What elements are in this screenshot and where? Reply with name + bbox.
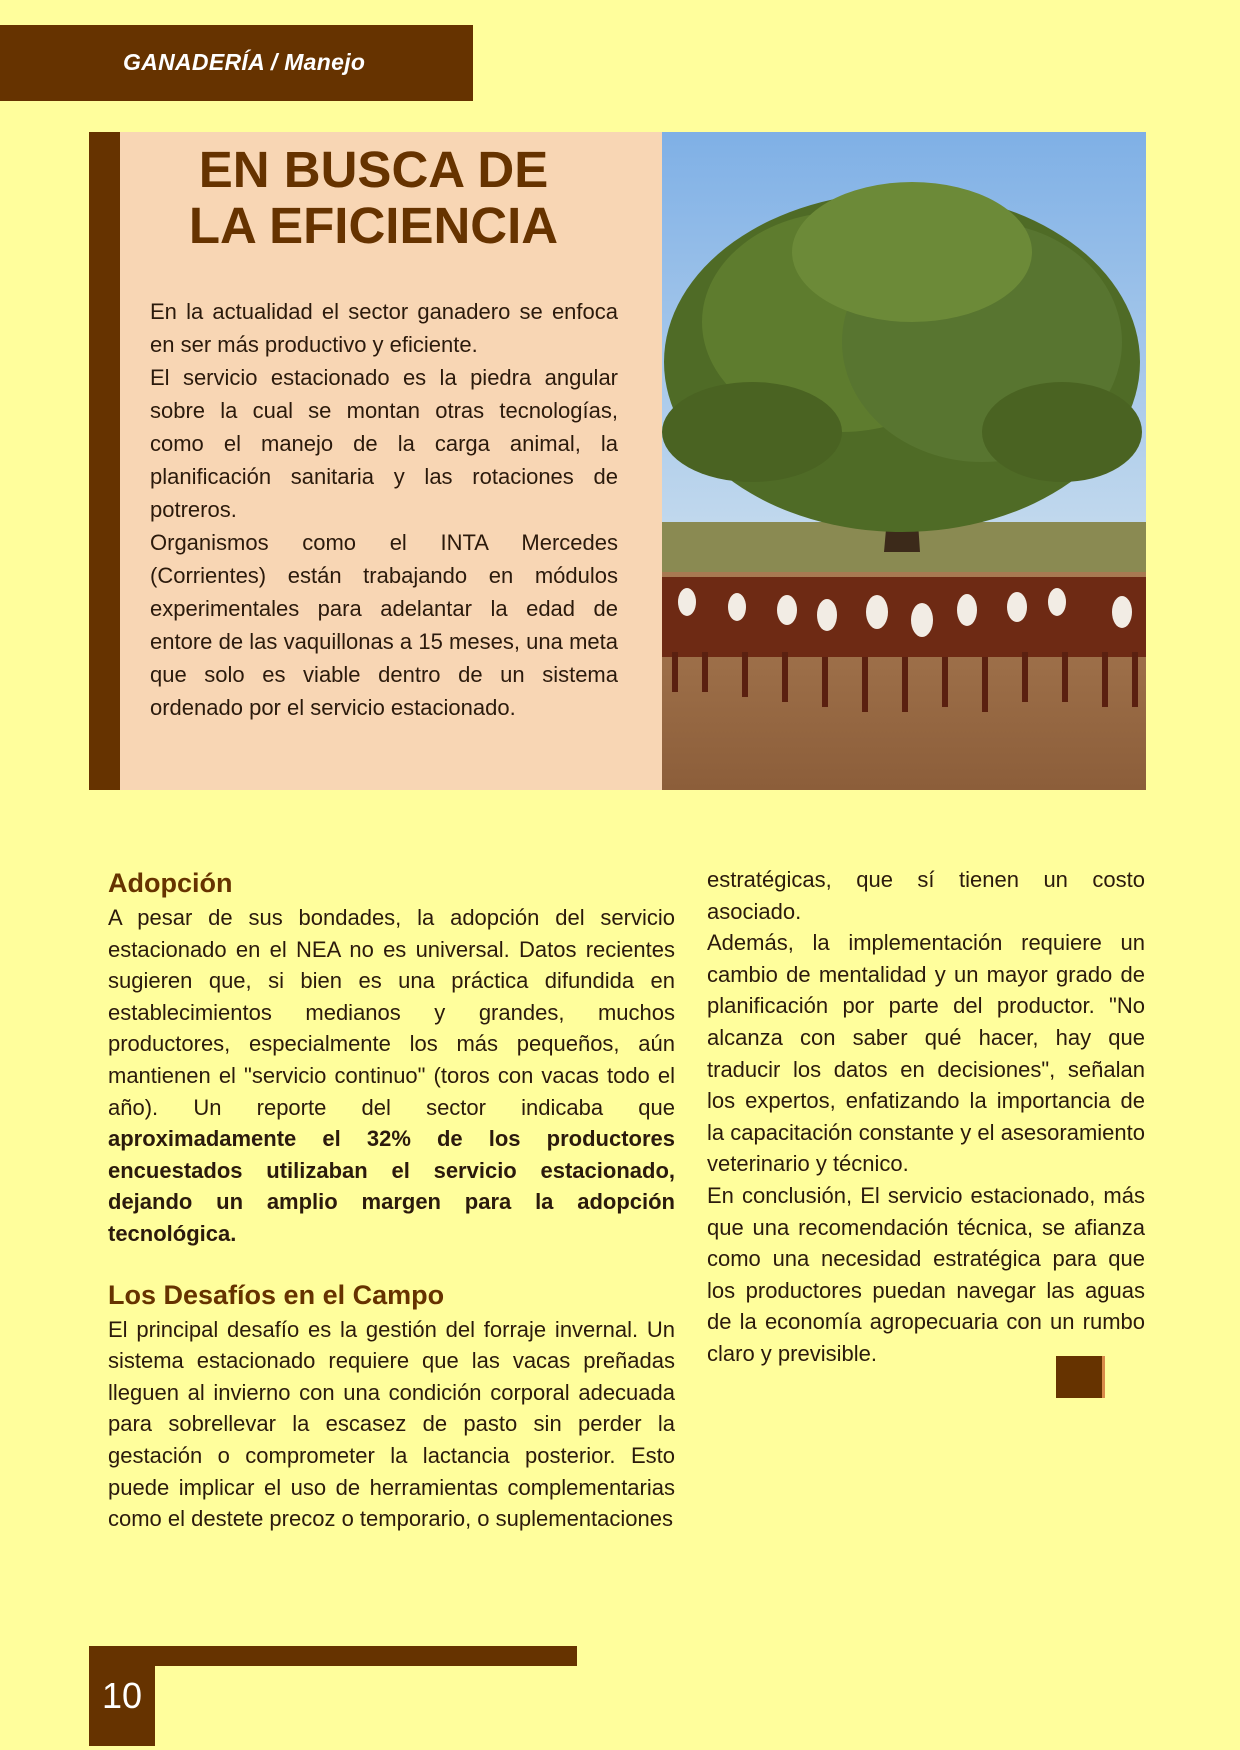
desafios-text: El principal desafío es la gestión del forraje invernal. Un sistema estacionado requiere que las vacas preñadas lleguen al invierno con una condición corporal adecuada para sobrellevar la escasez de pasto sin perder la gestación o comprometer la lactancia posterior. Esto puede implicar el uso de herramientas complementarias como el destete precoz o temporario, o suplementaciones [108, 1316, 675, 1532]
continuation-text: estratégicas, que sí tienen un costo asociado. [707, 867, 1145, 924]
section-label: GANADERÍA / Manejo [123, 49, 366, 75]
end-of-article-mark [1056, 1356, 1105, 1398]
intro-box [120, 132, 662, 790]
intro-accent-stripe [89, 132, 120, 790]
implementation-text: Además, la implementación requiere un cambio de mentalidad y un mayor grado de planificación por parte del productor. "No alcanza con saber qué hacer, hay que traducir los datos en decisiones", señalan los expertos, enfatizando la importancia de la capacitación constante y el asesoramiento veterinario y técnico. [707, 930, 1145, 1177]
footer-bar [89, 1646, 577, 1666]
section-header-bar [0, 25, 473, 101]
intro-paragraph: Organismos como el INTA Mercedes (Corrientes) están trabajando en módulos experimentales para adelantar la edad de entore de las vaquillonas a 15 meses, una meta que solo es viable dentro de un sistema ordenado por el servicio estacionado. [150, 530, 618, 720]
intro-paragraph: En la actualidad el sector ganadero se enfoca en ser más productivo y eficiente. [150, 299, 618, 357]
heading-adopcion: Adopción [108, 868, 233, 898]
adopcion-highlight: aproximadamente el 32% de los productores encuestados utilizaban el servicio estacionado, dejando un amplio margen para la adopción tecnológica. [108, 1126, 675, 1246]
column-left [108, 866, 675, 1535]
cattle-under-tree-photo [662, 132, 1146, 790]
heading-desafios: Los Desafíos en el Campo [108, 1279, 445, 1310]
page-number: 10 [101, 1675, 143, 1716]
title-line-2: LA EFICIENCIA [188, 197, 559, 254]
intro-text [150, 295, 618, 724]
article-title [120, 142, 627, 254]
column-right [707, 864, 1145, 1370]
conclusion-text: En conclusión, El servicio estacionado, más que una recomendación técnica, se afianza como una necesidad estratégica para que los productores puedan navegar las aguas de la economía agropecuaria con un rumbo claro y previsible. [707, 1182, 1145, 1366]
intro-paragraph: El servicio estacionado es la piedra angular sobre la cual se montan otras tecnologías, como el manejo de la carga animal, la planificación sanitaria y las rotaciones de potreros. [150, 365, 618, 522]
title-line-1: EN BUSCA DE [198, 141, 549, 198]
adopcion-text: A pesar de sus bondades, la adopción del servicio estacionado en el NEA no es universal. Datos recientes sugieren que, si bien es una práctica difundida en establecimientos medianos y grandes, muchos productores, especialmente los más pequeños, aún mantienen el "servicio continuo" (toros con vacas todo el año). Un reporte del sector indicaba que aproximadamente el 32% de los productores encuestados utilizaban el servicio estacionado, dejando un amplio margen para la adopción tecnológica. [108, 905, 675, 1246]
